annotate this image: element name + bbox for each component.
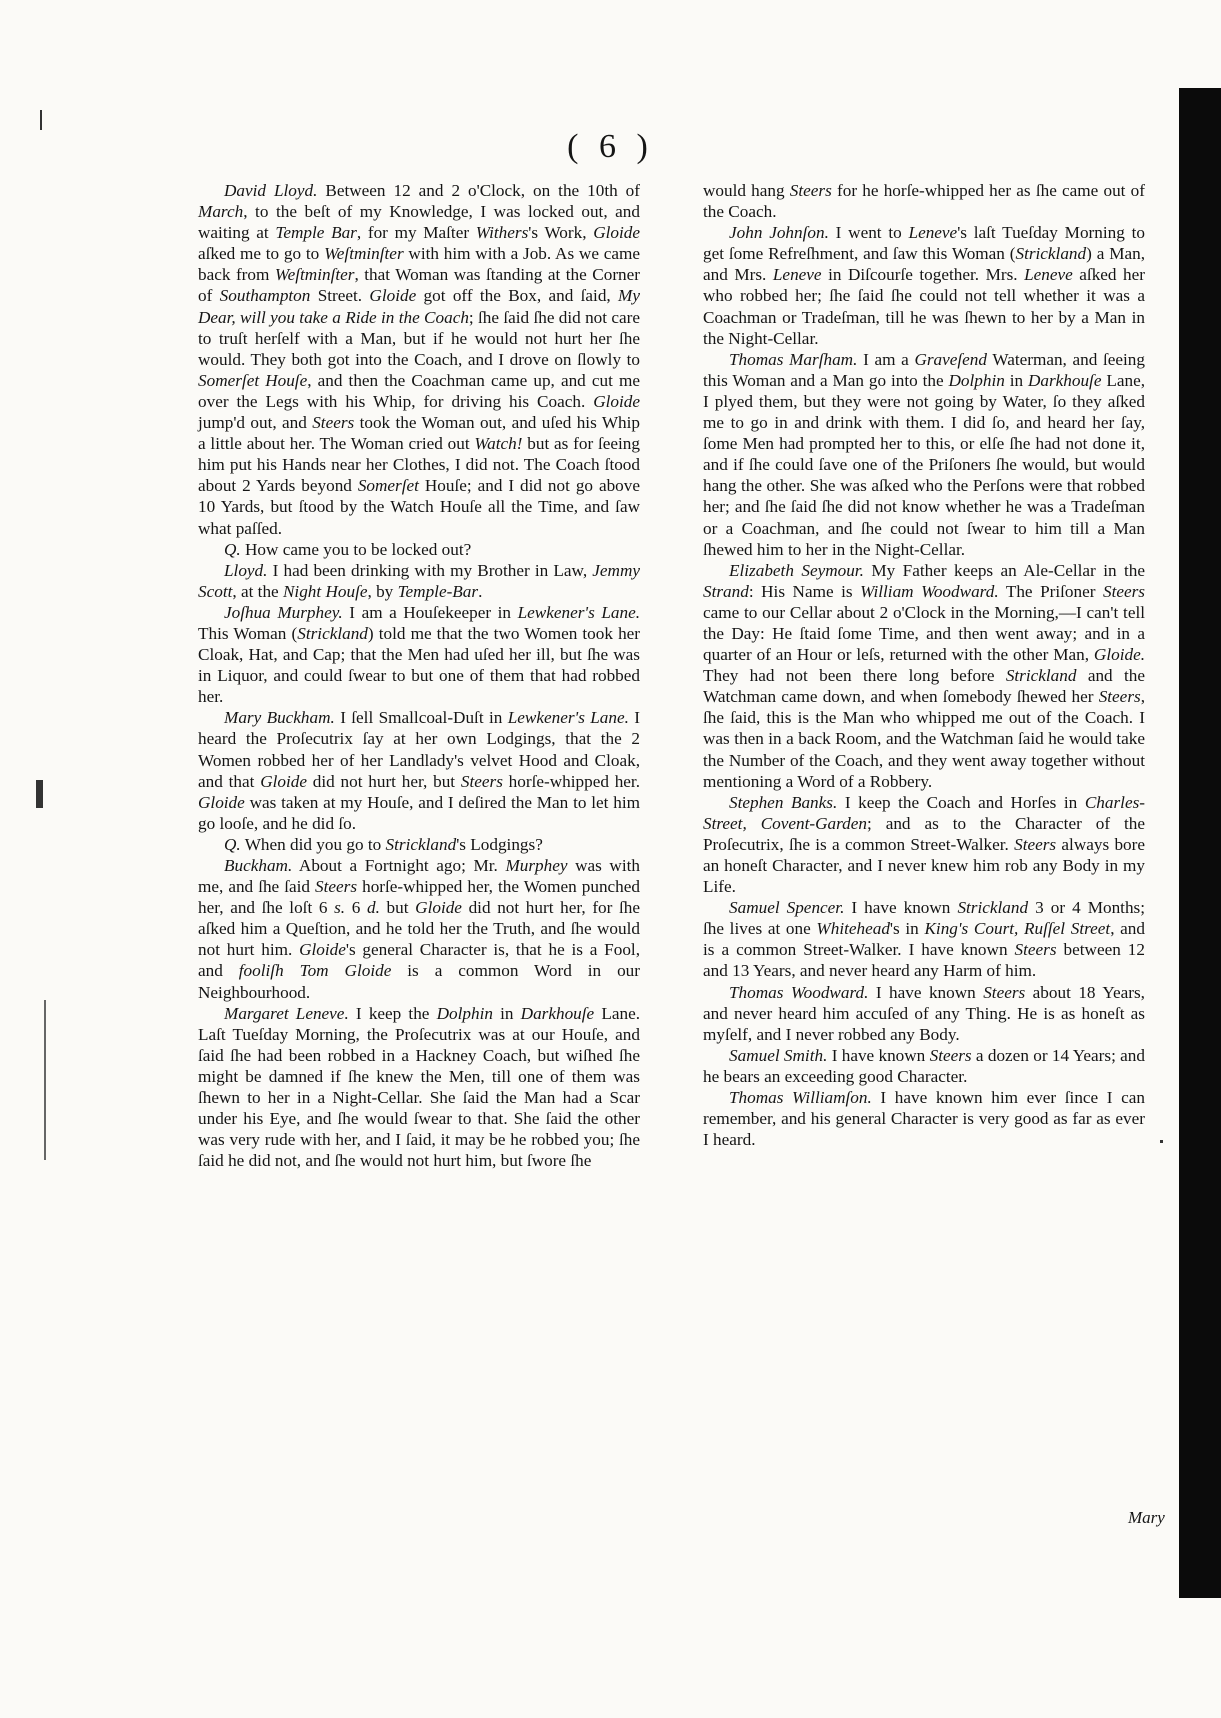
paragraph: Thomas Marſham. I am a Graveſend Waterman, and ſeeing this Woman and a Man go into the Dolphin in Darkhouſe Lane, I plyed them, but they were not going by Water, ſo they aſked me to go in and drink with them. I did ſo, and heard her ſay, ſome Men had prompted her to this, or elſe ſhe had not done it, and if ſhe could ſave one of the Priſoners ſhe would, but would hang the other. She was aſked who the Perſons were that robbed her; and ſhe ſaid ſhe did not know whether he was a Tradeſman or a Coachman, and ſhe could not ſwear to him till a Man ſhewed him to her in the Night-Cellar. [703,349,1145,559]
paragraph: Samuel Spencer. I have known Strickland 3 or 4 Months; ſhe lives at one Whitehead's in King's Court, Ruſſel Street, and is a common Street-Walker. I have known Steers between 12 and 13 Years, and never heard any Harm of him. [703,898,1145,981]
paragraph: David Lloyd. Between 12 and 2 o'Clock, on the 10th of March, to the beſt of my Knowledge, I was locked out, and waiting at Temple Bar, for my Maſter Withers's Work, Gloide aſked me to go to Weſtminſter with him with a Job. As we came back from Weſtminſter, that Woman was ſtanding at the Corner of Southampton Street. Gloide got off the Box, and ſaid, My Dear, will you take a Ride in the Coach; ſhe ſaid ſhe did not care to truſt herſelf with a Man, but if he would not hurt her ſhe would. They both got into the Coach, and I drove on ſlowly to Somerſet Houſe, and then the Coachman came up, and cut me over the Legs with his Whip, for driving his Coach. Gloide jump'd out, and Steers took the Woman out, and uſed his Whip a little about her. The Woman cried out Watch! but as for ſeeing him put his Hands near her Clothes, I did not. The Coach ſtood about 2 Yards beyond Somerſet Houſe; and I did not go above 10 Yards, but ſtood by the Watch Houſe all the Time, and ſaw what paſſed. [198,181,641,538]
page-edge-shadow [1179,88,1221,1598]
paragraph: Margaret Leneve. I keep the Dolphin in Darkhouſe Lane. Laſt Tueſday Morning, the Proſecutrix was at our Houſe, and ſaid ſhe had been robbed in a Hackney Coach, but wiſhed ſhe might be damned if ſhe knew the Men, till one of them was ſhewn to her in a Night-Cellar. She ſaid the Man had a Scar under his Eye, and ſhe would ſwear to that. She ſaid the other was very rude with her, and I ſaid, it may be he robbed you; ſhe ſaid he did not, and ſhe would not hurt him, but ſwore ſhe [198,1003,641,1171]
paragraph: Q. When did you go to Strickland's Lodgings? [224,834,543,854]
scan-speck [44,1000,46,1160]
catchword: Mary [1128,1508,1165,1527]
page-number: ( 6 ) [567,128,654,165]
paragraph: John Johnſon. I went to Leneve's laſt Tueſday Morning to get ſome Refreſhment, and ſaw this Woman (Strickland) a Man, and Mrs. Leneve in Diſcourſe together. Mrs. Leneve aſked her who robbed her; ſhe ſaid ſhe could not tell whether it was a Coachman or Tradeſman, till he was ſhewn to her by a Man in the Night-Cellar. [703,223,1145,348]
paragraph: Q. How came you to be locked out? [224,539,472,559]
paragraph: Thomas Williamſon. I have known him ever ſince I can remember, and his general Character is very good as far as ever I heard. [703,1088,1145,1150]
scan-speck [1160,1140,1163,1143]
scan-speck [40,110,42,130]
paragraph: Elizabeth Seymour. My Father keeps an Ale-Cellar in the Strand: His Name is William Woodward. The Priſoner Steers came to our Cellar about 2 o'Clock in the Morning,—I can't tell the Day: He ſtaid ſome Time, and then went away; and in a quarter of an Hour or leſs, returned with the other Man, Gloide. They had not been there long before Strickland and the Watchman came down, and when ſomebody ſhewed her Steers, ſhe ſaid, this is the Man who whipped me out of the Coach. I was then in a back Room, and the Watchman ſaid he would take the Number of the Coach, and they went away together without mentioning a Word of a Robbery. [703,560,1146,791]
paragraph: Joſhua Murphey. I am a Houſekeeper in Lewkener's Lane. This Woman (Strickland) told me that the two Women took her Cloak, Hat, and Cap; that the Men had uſed her ill, but ſhe was in Liquor, and could ſwear to but one of them that had robbed her. [198,602,641,707]
left-column [198,180,640,1171]
paragraph: Buckham. About a Fortnight ago; Mr. Murphey was with me, and ſhe ſaid Steers horſe-whipped her, the Women punched her, and ſhe loſt 6 s. 6 d. but Gloide did not hurt her, for ſhe aſked him a Queſtion, and he told her the Truth, and ſhe would not hurt him. Gloide's general Character is, that he is a Fool, and fooliſh Tom Gloide is a common Word in our Neighbourhood. [198,856,641,1002]
paragraph: Samuel Smith. I have known Steers a dozen or 14 Years; and he bears an exceeding good Character. [703,1045,1145,1086]
scan-speck [36,780,43,808]
paragraph: Stephen Banks. I keep the Coach and Horſes in Charles-Street, Covent-Garden; and as to the Character of the Proſecutrix, ſhe is a common Street-Walker. Steers always bore an honeſt Character, and I never knew him rob any Body in my Life. [703,792,1146,897]
paragraph: Lloyd. I had been drinking with my Brother in Law, Jemmy Scott, at the Night Houſe, by Temple-Bar. [198,560,640,601]
paragraph: Mary Buckham. I ſell Smallcoal-Duſt in Lewkener's Lane. I heard the Proſecutrix ſay at her own Lodgings, that the 2 Women robbed her of her Landlady's velvet Hood and Cloak, and that Gloide did not hurt her, but Steers horſe-whipped her. Gloide was taken at my Houſe, and I deſired the Man to let him go looſe, and he did ſo. [198,708,641,833]
paragraph: would hang Steers for he horſe-whipped her as ſhe came out of the Coach. [703,181,1145,222]
right-column [703,180,1145,1150]
paragraph: Thomas Woodward. I have known Steers about 18 Years, and never heard him accuſed of any Thing. He is as honeſt as myſelf, and I never robbed any Body. [703,982,1145,1044]
